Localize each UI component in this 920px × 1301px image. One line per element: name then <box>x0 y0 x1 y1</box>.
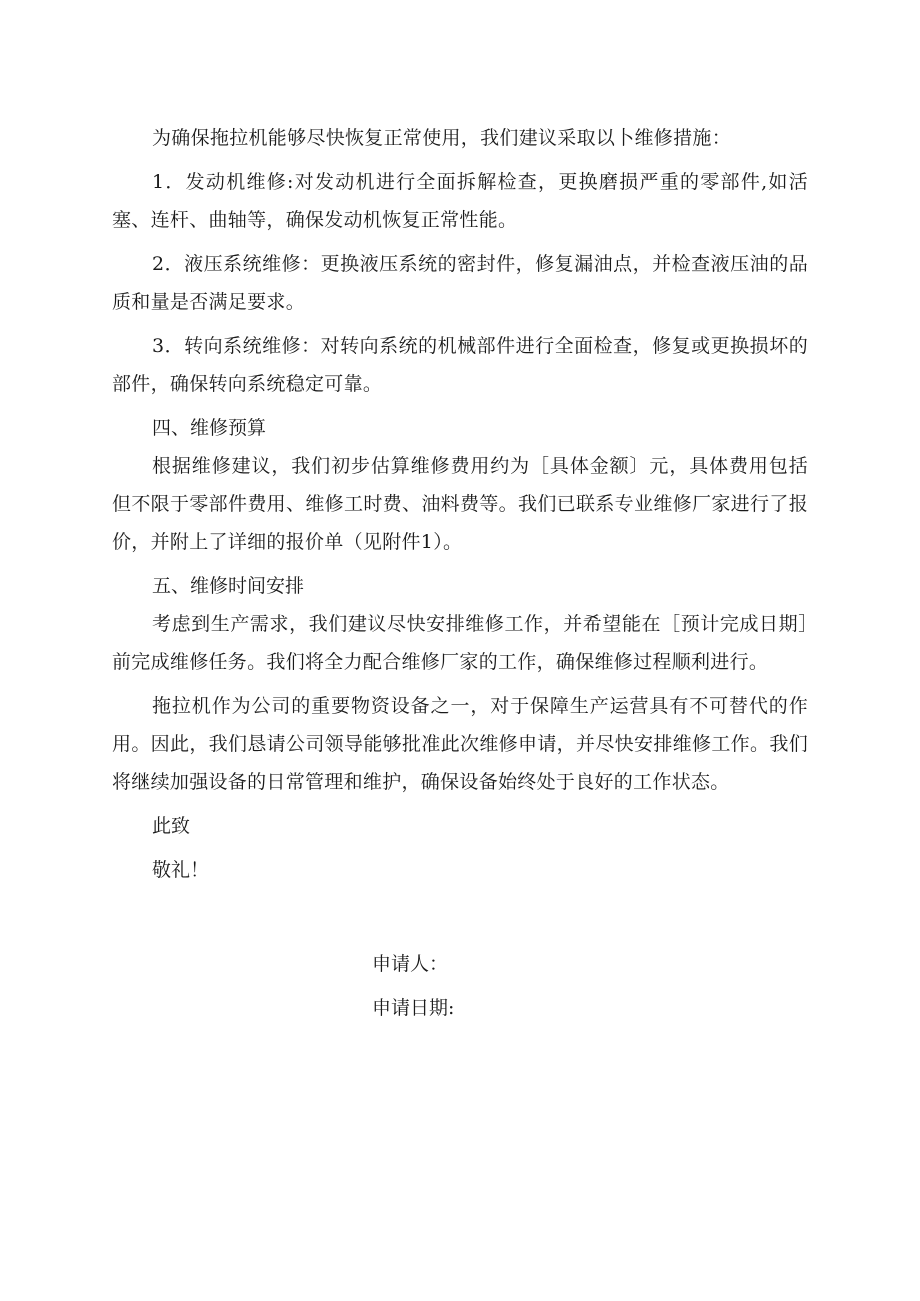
measure-engine: 1．发动机维修:对发动机进行全面拆解检查，更换磨损严重的零部件,如活塞、连杆、曲轴等，确保发动机恢复正常性能。 <box>112 171 808 231</box>
section-budget-body: 根据维修建议，我们初步估算维修费用约为［具体金额〕元，具体费用包括但不限于零部件费用、维修工时费、油料费等。我们已联系专业维修厂家进行了报价，并附上了详细的报价单（见附件1）。 <box>112 455 808 553</box>
closing-regards: 敬礼！ <box>152 859 210 881</box>
conclusion-paragraph: 拖拉机作为公司的重要物资设备之一，对于保障生产运营具有不可替代的作用。因此，我们恳请公司领导能够批准此次维修申请，并尽快安排维修工作。我们将继续加强设备的日常管理和维护，确保设备始终处于良好的工作状态。 <box>112 695 808 793</box>
applicant-label: 申请人： <box>372 953 449 975</box>
section-schedule-body: 考虑到生产需求，我们建议尽快安排维修工作，并希望能在［预计完成日期］前完成维修任务。我们将全力配合维修厂家的工作，确保维修过程顺利进行。 <box>112 613 808 673</box>
application-date-label: 申请日期: <box>372 997 455 1019</box>
measure-steering: 3．转向系统维修：对转向系统的机械部件进行全面检查，修复或更换损坏的部件，确保转向系统稳定可靠。 <box>112 335 808 395</box>
closing-salutation: 此致 <box>152 815 191 837</box>
document-body <box>112 119 808 889</box>
section-budget-title: 四、维修预算 <box>152 417 267 439</box>
measure-hydraulic: 2．液压系统维修：更换液压系统的密封件，修复漏油点，并检查液压油的品质和量是否满足要求。 <box>112 253 808 313</box>
section-schedule-title: 五、维修时间安排 <box>152 575 305 597</box>
intro-paragraph: 为确保拖拉机能够尽快恢复正常使用，我们建议采取以卜维修措施： <box>152 127 732 149</box>
signature-block <box>372 945 672 1033</box>
